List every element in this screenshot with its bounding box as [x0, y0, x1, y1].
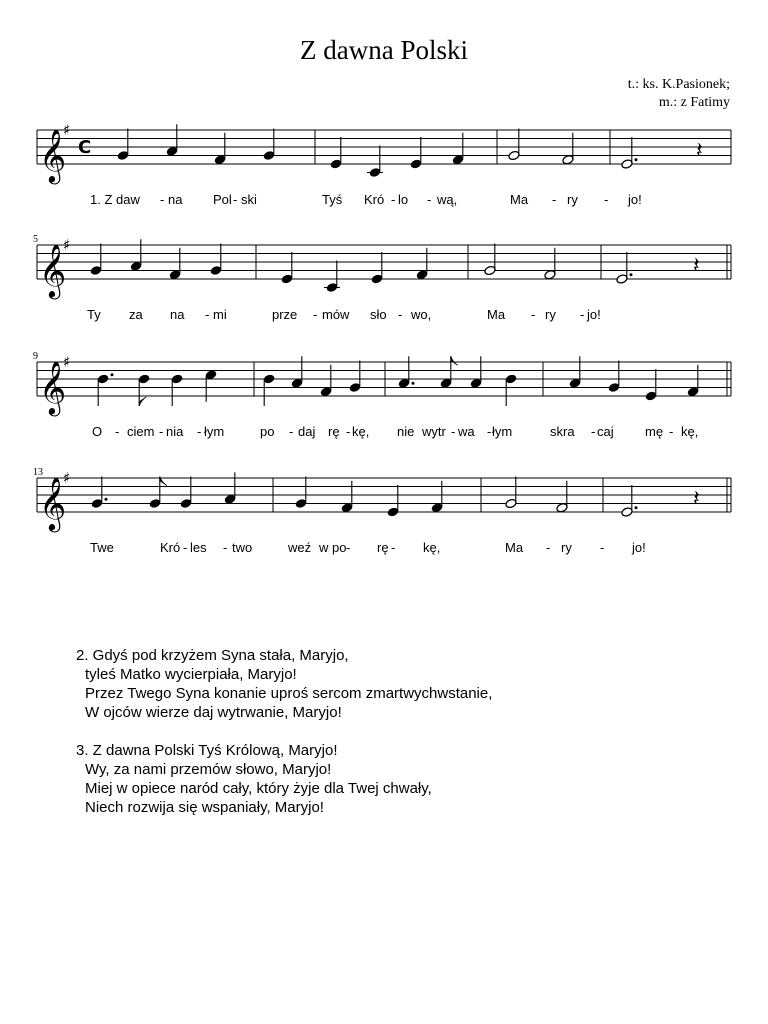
augmentation-dot	[412, 382, 415, 385]
eighth-flag	[139, 397, 146, 406]
lyric-hyphen: -	[591, 424, 596, 439]
lyric-syllable: wytr	[422, 424, 446, 439]
lyric-syllable: Twe	[90, 540, 114, 555]
lyric-syllable: nie	[397, 424, 415, 439]
verse-line: Wy, za nami przemów słowo, Maryjo!	[85, 761, 332, 778]
lyric-syllable: 1. Z daw	[90, 192, 140, 207]
lyric-syllable: sło	[370, 307, 387, 322]
verse-line: Przez Twego Syna konanie uproś sercom zmartwychwstanie,	[85, 685, 493, 702]
lyric-hyphen: -	[604, 192, 609, 207]
lyric-hyphen: -	[398, 307, 403, 322]
lyric-syllable: prze	[272, 307, 298, 322]
lyric-syllable: rę	[328, 424, 340, 439]
lyric-syllable: ski	[241, 192, 257, 207]
lyric-syllable: mi	[213, 307, 227, 322]
verse-line: W ojców wierze daj wytrwanie, Maryjo!	[85, 704, 342, 721]
verse-line: 3. Z dawna Polski Tyś Królową, Maryjo!	[76, 742, 338, 759]
lyric-syllable: Ty	[87, 307, 101, 322]
lyric-hyphen: -	[160, 192, 165, 207]
credits	[628, 76, 730, 112]
lyric-hyphen: -	[669, 424, 674, 439]
lyric-hyphen: -	[223, 540, 228, 555]
lyric-syllable: lo	[398, 192, 409, 207]
treble-clef-icon: 𝄞	[39, 128, 67, 182]
lyric-hyphen: -	[391, 192, 396, 207]
verse-line: tyleś Matko wycierpiała, Maryjo!	[85, 666, 297, 683]
lyric-syllable: wa	[458, 424, 475, 439]
verse-line: Miej w opiece naród cały, który żyje dla Twej chwały,	[85, 780, 432, 797]
measure-number: 5	[33, 234, 38, 245]
augmentation-dot	[111, 373, 114, 376]
lyric-hyphen: -	[115, 424, 120, 439]
lyric-hyphen: -	[552, 192, 557, 207]
treble-clef-icon: 𝄞	[39, 476, 67, 530]
lyric-syllable: na	[168, 192, 183, 207]
treble-clef-icon: 𝄞	[39, 360, 67, 414]
lyric-syllable: kę,	[681, 424, 699, 439]
lyric-syllable: ry	[561, 540, 572, 555]
lyric-syllable: Ma	[487, 307, 506, 322]
lyric-syllable: nia	[166, 424, 184, 439]
lyric-syllable: jo!	[587, 307, 601, 322]
sharp-icon: ♯	[63, 236, 71, 254]
lyric-syllable: za	[129, 307, 143, 322]
lyric-syllable: łym	[204, 424, 225, 439]
quarter-rest-icon: 𝄽	[693, 486, 700, 512]
lyric-hyphen: -	[205, 307, 210, 322]
lyric-syllable: skra	[550, 424, 575, 439]
lyric-syllable: mów	[322, 307, 350, 322]
lyric-syllable: kę,	[423, 540, 441, 555]
staff-system-1	[0, 110, 768, 220]
augmentation-dot	[630, 273, 633, 276]
measure-number: 13	[33, 467, 43, 478]
lyric-syllable: weź	[288, 540, 312, 555]
lyric-hyphen: -	[531, 307, 536, 322]
lyric-hyphen: -	[427, 192, 432, 207]
lyric-hyphen: -	[580, 307, 585, 322]
lyric-syllable: wą,	[437, 192, 458, 207]
lyric-hyphen: -	[159, 424, 164, 439]
lyric-syllable: łym	[492, 424, 513, 439]
lyric-syllable: caj	[597, 424, 614, 439]
verses	[76, 646, 492, 836]
lyricist-credit: t.: ks. K.Pasionek;	[627, 77, 730, 92]
quarter-rest-icon: 𝄽	[696, 138, 703, 164]
sharp-icon: ♯	[63, 353, 71, 371]
lyric-syllable: ciem	[127, 424, 155, 439]
lyric-syllable: jo!	[632, 540, 646, 555]
lyric-hyphen: -	[313, 307, 318, 322]
lyric-syllable: po	[260, 424, 275, 439]
lyric-hyphen: -	[183, 540, 188, 555]
treble-clef-icon: 𝄞	[39, 243, 67, 297]
lyric-syllable: Kró	[364, 192, 385, 207]
lyric-syllable: jo!	[628, 192, 642, 207]
composer-credit: m.: z Fatimy	[658, 95, 730, 110]
lyric-hyphen: -	[546, 540, 551, 555]
lyric-syllable: rę	[377, 540, 389, 555]
lyric-syllable: two	[232, 540, 253, 555]
lyric-syllable: kę,	[352, 424, 370, 439]
verse-line: 2. Gdyś pod krzyżem Syna stała, Maryjo,	[76, 647, 349, 664]
sharp-icon: ♯	[63, 121, 71, 139]
lyric-syllable: mę	[645, 424, 664, 439]
lyric-hyphen: -	[346, 424, 351, 439]
lyric-syllable: les	[190, 540, 207, 555]
lyric-hyphen: -	[600, 540, 605, 555]
lyric-hyphen: -	[346, 540, 351, 555]
quarter-rest-icon: 𝄽	[693, 253, 700, 279]
lyric-hyphen: -	[391, 540, 396, 555]
lyric-hyphen: -	[197, 424, 202, 439]
lyric-syllable: ry	[567, 192, 578, 207]
verse-3	[76, 741, 492, 817]
lyric-syllable: Ma	[510, 192, 529, 207]
measure-number: 9	[33, 351, 38, 362]
lyric-hyphen: -	[233, 192, 238, 207]
lyric-syllable: w po	[319, 540, 347, 555]
augmentation-dot	[635, 506, 638, 509]
lyric-syllable: O	[92, 424, 103, 439]
time-signature: C	[78, 137, 92, 158]
lyric-syllable: Pol	[213, 192, 232, 207]
verse-2	[76, 646, 492, 722]
lyric-hyphen: -	[487, 424, 492, 439]
lyric-hyphen: -	[451, 424, 456, 439]
song-title: Z dawna Polski	[300, 35, 468, 65]
augmentation-dot	[635, 158, 638, 161]
staff-system-4	[0, 458, 768, 568]
lyric-syllable: Tyś	[322, 192, 343, 207]
lyric-syllable: ry	[545, 307, 556, 322]
lyric-syllable: Ma	[505, 540, 524, 555]
staff-system-3	[0, 342, 768, 452]
lyric-syllable: Kró	[160, 540, 181, 555]
sharp-icon: ♯	[63, 469, 71, 487]
lyric-syllable: daj	[298, 424, 316, 439]
lyric-syllable: wo,	[411, 307, 432, 322]
verse-line: Niech rozwija się wspaniały, Maryjo!	[85, 799, 324, 816]
augmentation-dot	[105, 498, 108, 501]
lyric-hyphen: -	[289, 424, 294, 439]
staff-system-2	[0, 225, 768, 335]
lyric-syllable: na	[170, 307, 185, 322]
eighth-flag	[451, 356, 458, 365]
